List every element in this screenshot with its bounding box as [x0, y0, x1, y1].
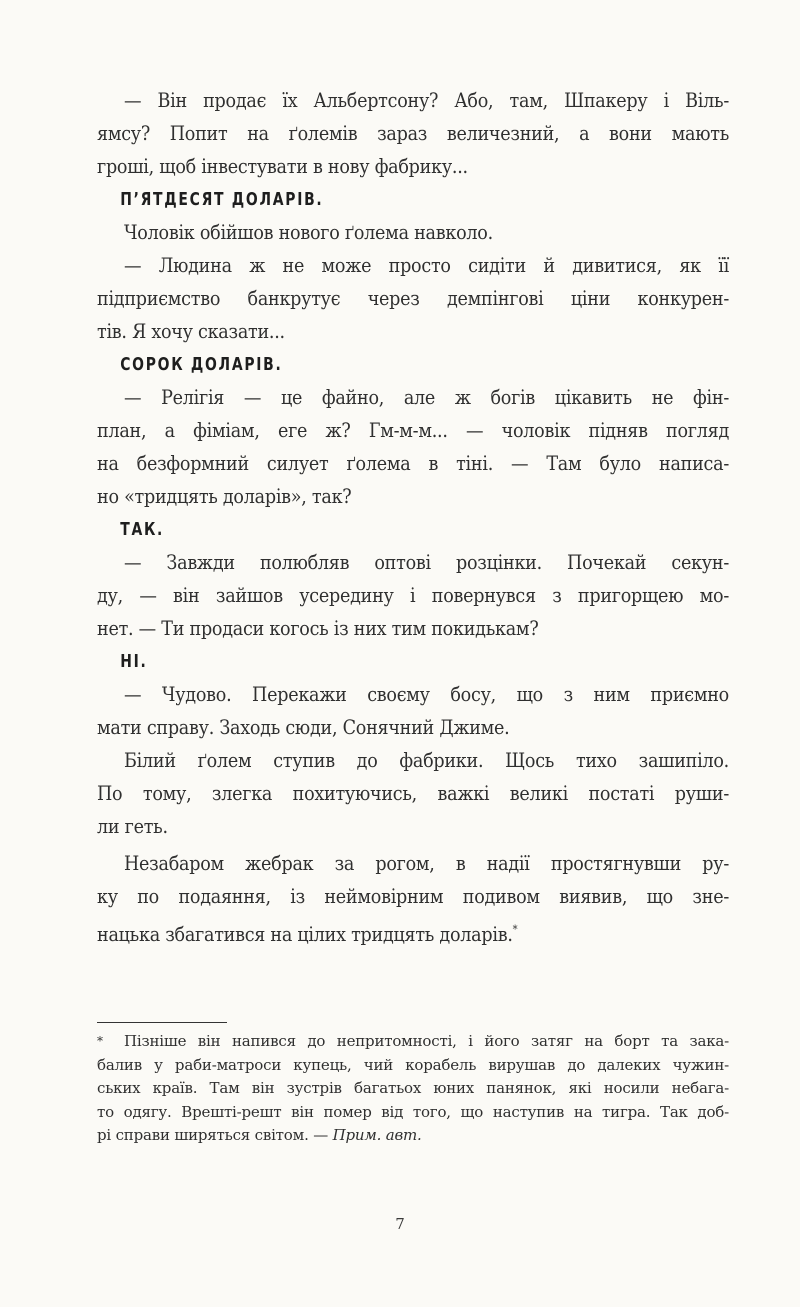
text-line: Чоловік обійшов нового ґолема навколо.: [124, 221, 493, 244]
golem-speech: ТАК.: [120, 519, 165, 540]
text-line: ду, — він зайшов усередину і повернувся з пригорщею мо-: [97, 584, 729, 607]
footnote-attribution: Прим. авт.: [332, 1126, 422, 1144]
golem-speech: СОРОК ДОЛАРІВ.: [120, 354, 283, 375]
text-line: — Релігія — це файно, але ж богів цікавить не фін-: [124, 386, 729, 409]
text-line: — Людина ж не може просто сидіти й дивитися, як її: [124, 254, 729, 277]
footnote-text: Пізніше він напився до непритомності, і його затяг на борт та зака-: [124, 1032, 729, 1050]
page-number: 7: [395, 1215, 405, 1233]
text-line: на безформний силует ґолема в тіні. — Там було написа-: [97, 452, 729, 475]
text-line: — Чудово. Перекажи своєму босу, що з ним приємно: [124, 683, 729, 706]
footnote-line: то одягу. Врешті-решт він помер від того, що наступив на тигра. Так доб-: [97, 1102, 729, 1121]
text-line: но «тридцять доларів», так?: [97, 485, 352, 508]
text-line: ку по подаяння, із неймовірним подивом виявив, що зне-: [97, 885, 729, 908]
footnote-line: [97, 1030, 729, 1054]
text-line: нет. — Ти продаси когось із них тим покидькам?: [97, 617, 539, 640]
text-line: По тому, злегка похитуючись, важкі великі постаті руши-: [97, 782, 729, 805]
footnote-line: балив у раби-матроси купець, чий корабель вирушав до далеких чужин-: [97, 1055, 729, 1074]
footnote-text: рі справи ширяться світом. —: [97, 1126, 329, 1144]
footnote-reference: *: [512, 923, 518, 936]
text-line: — Завжди полюбляв оптові розцінки. Почекай секун-: [124, 551, 729, 574]
text-line-content: нацька збагатився на цілих тридцять доларів.: [97, 923, 513, 946]
footnote: [97, 1030, 729, 1148]
text-line: тів. Я хочу сказати...: [97, 320, 285, 343]
text-line: підприємство банкрутує через демпінгові ціни конкурен-: [97, 287, 729, 310]
text-line: план, а фіміам, еге ж? Гм-м-м... — чоловік підняв погляд: [97, 419, 729, 442]
text-line: — Він продає їх Альбертсону? Або, там, Шпакеру і Віль-: [124, 89, 729, 112]
footnote-mark: *: [97, 1034, 103, 1048]
footnote-line: [97, 1124, 729, 1148]
page-body: [97, 84, 729, 946]
footnote-line: ських країв. Там він зустрів багатьох юних панянок, які носили небага-: [97, 1079, 729, 1097]
footnote-divider: [97, 1022, 227, 1023]
text-line: Білий ґолем ступив до фабрики. Щось тихо зашипіло.: [124, 749, 729, 772]
text-line: ямсу? Попит на ґолемів зараз величезний, а вони мають: [97, 122, 729, 145]
text-line: гроші, щоб інвестувати в нову фабрику...: [97, 155, 468, 178]
text-line: Незабаром жебрак за рогом, в надії простягнувши ру-: [124, 852, 729, 875]
text-line: мати справу. Заходь сюди, Сонячний Джиме.: [97, 716, 510, 739]
golem-speech: НІ.: [120, 651, 148, 672]
text-line: [97, 913, 729, 946]
text-line: ли геть.: [97, 815, 168, 838]
golem-speech: П’ЯТДЕСЯТ ДОЛАРІВ.: [120, 189, 324, 210]
